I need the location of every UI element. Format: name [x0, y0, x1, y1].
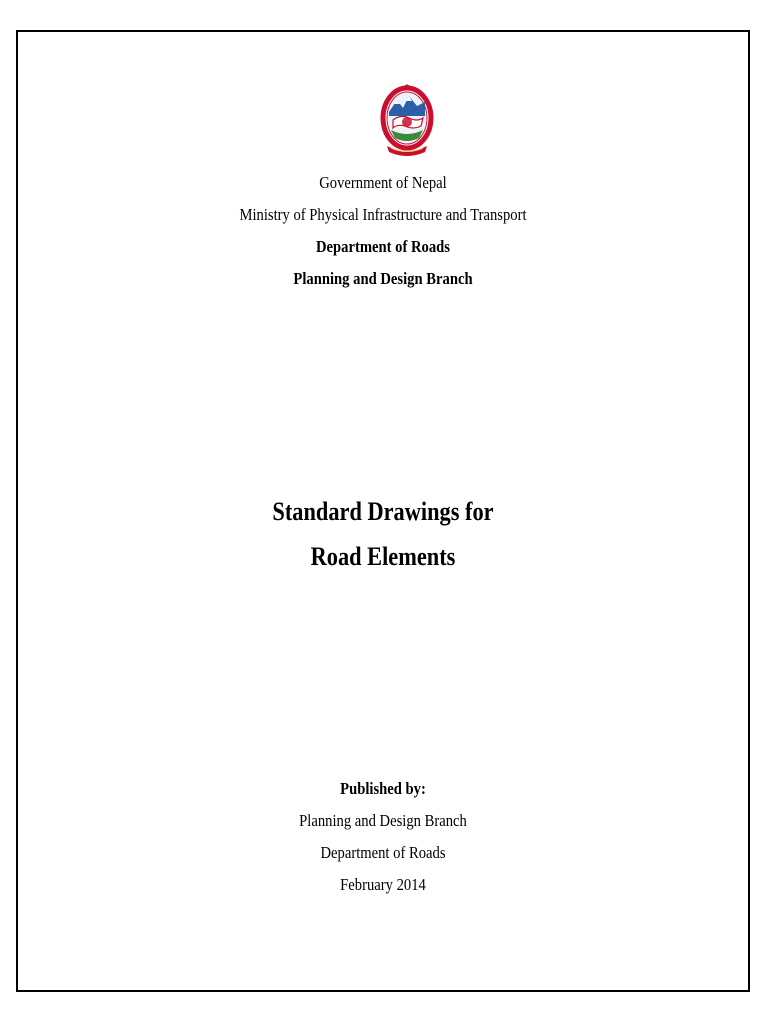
- publisher-branch: Planning and Design Branch: [299, 811, 467, 830]
- document-title-line-2: Road Elements: [310, 542, 456, 571]
- nepal-emblem-icon: [379, 82, 435, 160]
- ministry-name: Ministry of Physical Infrastructure and Transport: [239, 205, 527, 224]
- publisher-department: Department of Roads: [320, 843, 446, 862]
- department-name: Department of Roads: [315, 237, 450, 256]
- branch-name: Planning and Design Branch: [293, 269, 473, 288]
- document-title-line-1: Standard Drawings for: [272, 497, 494, 526]
- government-name: Government of Nepal: [319, 173, 447, 192]
- published-by-label: Published by:: [340, 779, 426, 798]
- publication-date: February 2014: [340, 875, 426, 894]
